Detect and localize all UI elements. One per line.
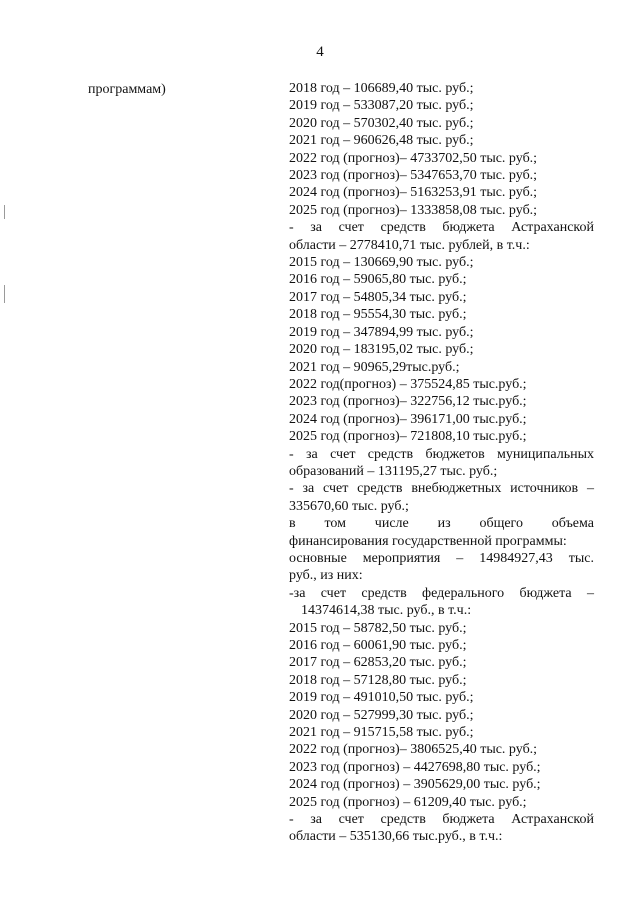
text-line: 2015 год – 58782,50 тыс. руб.;	[289, 620, 467, 636]
text-line: 2022 год (прогноз)– 3806525,40 тыс. руб.;	[289, 742, 538, 758]
text-line: 2020 год – 570302,40 тыс. руб.;	[289, 115, 474, 131]
text-line: 2018 год – 57128,80 тыс. руб.;	[289, 672, 467, 688]
text-line: 2024 год (прогноз)– 396171,00 тыс.руб.;	[289, 411, 527, 427]
text-line: - за счет средств внебюджетных источников –	[289, 481, 594, 497]
page-number: 4	[316, 44, 324, 60]
funding-text-column	[289, 80, 594, 846]
text-line: руб., из них:	[289, 568, 363, 584]
text-line: 2019 год – 347894,99 тыс. руб.;	[289, 324, 474, 340]
text-line: - за счет средств бюджета Астраханской	[289, 220, 594, 236]
text-line: 335670,60 тыс. руб.;	[289, 498, 409, 514]
text-line: 2018 год – 106689,40 тыс. руб.;	[289, 81, 474, 96]
text-line: 2021 год – 915715,58 тыс. руб.;	[289, 725, 474, 741]
text-line: 2025 год (прогноз)– 721808,10 тыс.руб.;	[289, 429, 527, 445]
text-line: 2016 год – 59065,80 тыс. руб.;	[289, 272, 467, 288]
text-line: 2022 год(прогноз) – 375524,85 тыс.руб.;	[289, 376, 527, 392]
text-line: образований – 131195,27 тыс. руб.;	[289, 463, 498, 479]
text-line: 2024 год (прогноз)– 5163253,91 тыс. руб.;	[289, 185, 538, 201]
text-line: 2025 год (прогноз)– 1333858,08 тыс. руб.;	[289, 202, 538, 218]
text-line: 2016 год – 60061,90 тыс. руб.;	[289, 638, 467, 653]
text-line: - за счет средств бюджетов муниципальных	[289, 446, 594, 462]
text-line: - за счет средств бюджета Астраханской	[289, 812, 594, 828]
text-line: 2022 год (прогноз)– 4733702,50 тыс. руб.;	[289, 150, 538, 166]
text-line: 2023 год (прогноз) – 4427698,80 тыс. руб.;	[289, 759, 541, 775]
text-line: 2019 год – 533087,20 тыс. руб.;	[289, 98, 474, 114]
text-line: 2019 год – 491010,50 тыс. руб.;	[289, 690, 474, 706]
text-line: 2020 год – 527999,30 тыс. руб.;	[289, 707, 474, 723]
text-line: финансирования государственной программы:	[289, 533, 567, 549]
text-line: 2021 год – 90965,29тыс.руб.;	[289, 359, 460, 375]
text-line: 2018 год – 95554,30 тыс. руб.;	[289, 307, 467, 323]
text-line: -за счет средств федерального бюджета –	[289, 585, 594, 601]
margin-mark	[4, 205, 5, 219]
text-line: 2023 год (прогноз)– 5347653,70 тыс. руб.;	[289, 168, 538, 184]
text-line: 2020 год – 183195,02 тыс. руб.;	[289, 342, 474, 358]
text-line: 2015 год – 130669,90 тыс. руб.;	[289, 255, 474, 271]
text-line: в том числе из общего объема	[289, 516, 594, 532]
text-line: 2017 год – 62853,20 тыс. руб.;	[289, 655, 467, 671]
text-line: 2017 год – 54805,34 тыс. руб.;	[289, 289, 467, 305]
margin-mark	[4, 285, 5, 303]
text-line: основные мероприятия – 14984927,43 тыс.	[289, 550, 594, 566]
text-line: 2021 год – 960626,48 тыс. руб.;	[289, 133, 474, 149]
text-line: области – 2778410,71 тыс. рублей, в т.ч.:	[289, 237, 530, 253]
text-line: 2023 год (прогноз)– 322756,12 тыс.руб.;	[289, 394, 527, 410]
text-line: 14374614,38 тыс. руб., в т.ч.:	[301, 603, 472, 619]
left-label: программам)	[88, 82, 166, 97]
text-line: 2025 год (прогноз) – 61209,40 тыс. руб.;	[289, 794, 527, 810]
text-line: 2024 год (прогноз) – 3905629,00 тыс. руб.;	[289, 777, 541, 793]
text-line: области – 535130,66 тыс.руб., в т.ч.:	[289, 829, 503, 845]
